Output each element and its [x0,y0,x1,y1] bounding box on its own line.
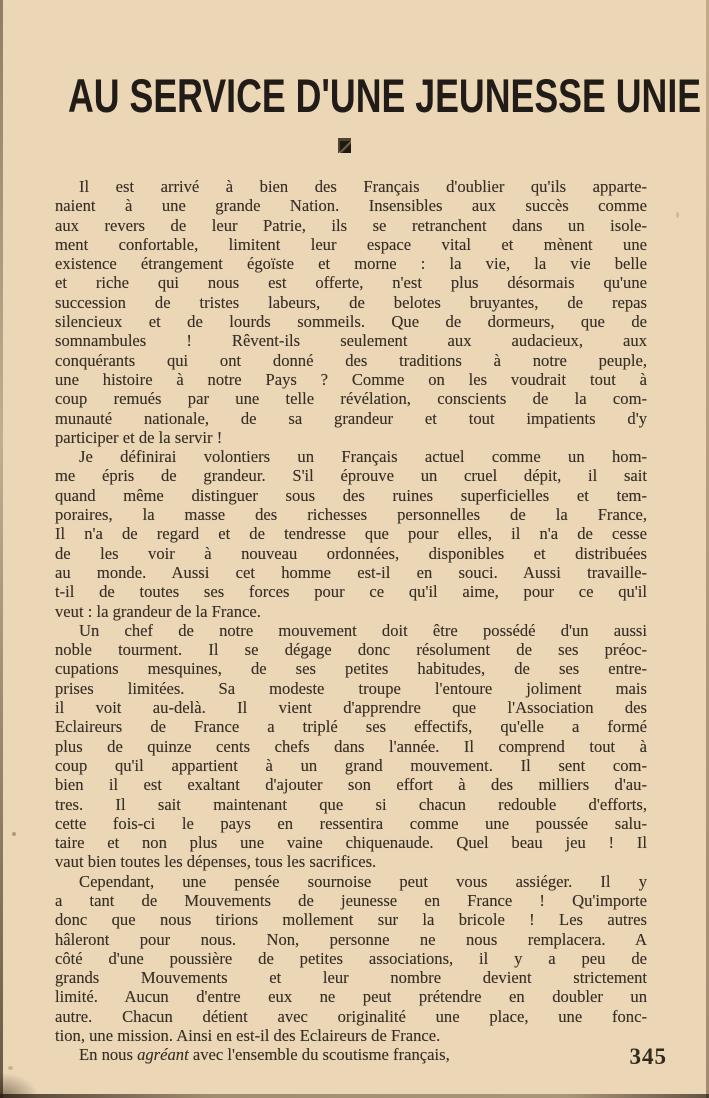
text-line: somnambules ! Rêvent-ils seulement aux audacieux, aux [55,331,647,351]
text-line: plus de quinze cents chefs dans l'année. Il comprend tout à [55,736,647,756]
text-line: tion, une mission. Ainsi en est-il des Eclaireurs de France. [55,1026,441,1046]
text-line: participer et de la servir ! [55,427,223,447]
text-line: conquérants qui ont donné des traditions à notre peuple, [55,350,647,370]
scan-edge-left [0,0,3,1098]
paragraph [55,621,647,872]
text-line: taire et non plus une vaine chiquenaude. Quel beau jeu ! Il [55,833,647,853]
text-line: Un chef de notre mouvement doit être possédé d'un aussi [79,620,647,640]
text-line: naient à une grande Nation. Insensibles aux succès comme [55,196,647,216]
text-line: il voit au-delà. Il vient d'apprendre que l'Association des [55,698,647,718]
text-line: noble tourment. Il se dégage donc résolument de ses préoc- [55,640,647,660]
text-line: limité. Aucun d'entre eux ne peut prétendre en doubler un [55,987,647,1007]
page-number: 345 [629,1044,667,1069]
text-line: Je définirai volontiers un Français actuel comme un hom- [79,447,647,467]
scan-edge-bottom [0,1094,709,1098]
printer-ornament-icon [338,138,351,153]
paper-speck [12,832,16,836]
text-line: me épris de grandeur. S'il éprouve un cruel dépit, il sait [55,466,647,486]
scan-corner-smudge [0,1072,40,1098]
text-line: poraires, la masse des richesses personnelles de la France, [55,505,647,525]
text-line: cupations mesquines, de ses petites habitudes, de ses entre- [55,659,647,679]
chapter-title: AU SERVICE D'UNE JEUNESSE UNIE [68,69,702,122]
text-line: vaut bien toutes les dépenses, tous les sacrifices. [55,852,377,872]
paragraph [55,872,647,1046]
text-line: munauté nationale, de sa grandeur et tout impatients d'y [55,408,647,428]
text-line: succession de tristes labeurs, de belotes bruyantes, de repas [55,292,647,312]
text-line: une histoire à notre Pays ? Comme on les voudrait tout à [55,369,647,389]
text-line: autre. Chacun détient avec originalité une place, une fonc- [55,1006,647,1026]
text-line: veut : la grandeur de la France. [55,601,261,621]
body-text [55,177,647,1065]
text-line: donc que nous tirions mollement sur la bricole ! Les autres [55,910,647,930]
text-line: coup qu'il appartient à un grand mouvement. Il sent com- [55,755,647,775]
text-line: Cependant, une pensée sournoise peut vous assiéger. Il y [79,871,647,891]
paragraph [55,447,647,621]
text-line: quand même distinguer sous des ruines superficielles et tem- [55,485,647,505]
text-line: existence étrangement égoïste et morne : la vie, la vie belle [55,254,647,274]
paragraph [55,177,647,447]
text-line: grands Mouvements et leur nombre devient strictement [55,968,647,988]
text-line: tres. Il sait maintenant que si chacun redouble d'efforts, [55,794,647,814]
text-line: Eclaireurs de France a triplé ses effectifs, qu'elle a formé [55,717,647,737]
text-line: silencieux et de lourds sommeils. Que de dormeurs, que de [55,312,647,332]
text-line: côté d'une poussière de petites associations, il y a peu de [55,948,647,968]
text-line: et riche qui nous est offerte, n'est plus désormais qu'une [55,273,647,293]
text-line: Il est arrivé à bien des Français d'oublier qu'ils apparte- [79,177,647,196]
text-line: au monde. Aussi cet homme est-il en souci. Aussi travaille- [55,562,647,582]
text-line: cette fois-ci le pays en ressentira comme une poussée salu- [55,813,647,833]
text-line: En nous agréant avec l'ensemble du scoutisme français, [79,1045,450,1065]
text-line: bien il est exaltant d'ajouter son effort à des milliers d'au- [55,775,647,795]
paragraph [55,1045,647,1064]
paper-speck [676,212,679,218]
text-line: t-il de toutes ses forces pour ce qu'il aime, pour ce qu'il [55,582,647,602]
text-line: hâleront pour nous. Non, personne ne nous remplacera. A [55,929,647,949]
text-line: de les voir à nouveau ordonnées, disponibles et distribuées [55,543,647,563]
text-line: Il n'a de regard et de tendresse que pour elles, il n'a de cesse [55,524,647,544]
paper-speck [8,1066,13,1070]
text-line: ment confortable, limitent leur espace vital et mènent une [55,234,647,254]
text-line: prises limitées. Sa modeste troupe l'entoure joliment mais [55,678,647,698]
text-line: aux revers de leur Patrie, ils se retranchent dans un isole- [55,215,647,235]
text-line: a tant de Mouvements de jeunesse en France ! Qu'importe [55,890,647,910]
text-line: coup remués par une telle révélation, conscients de la com- [55,389,647,409]
